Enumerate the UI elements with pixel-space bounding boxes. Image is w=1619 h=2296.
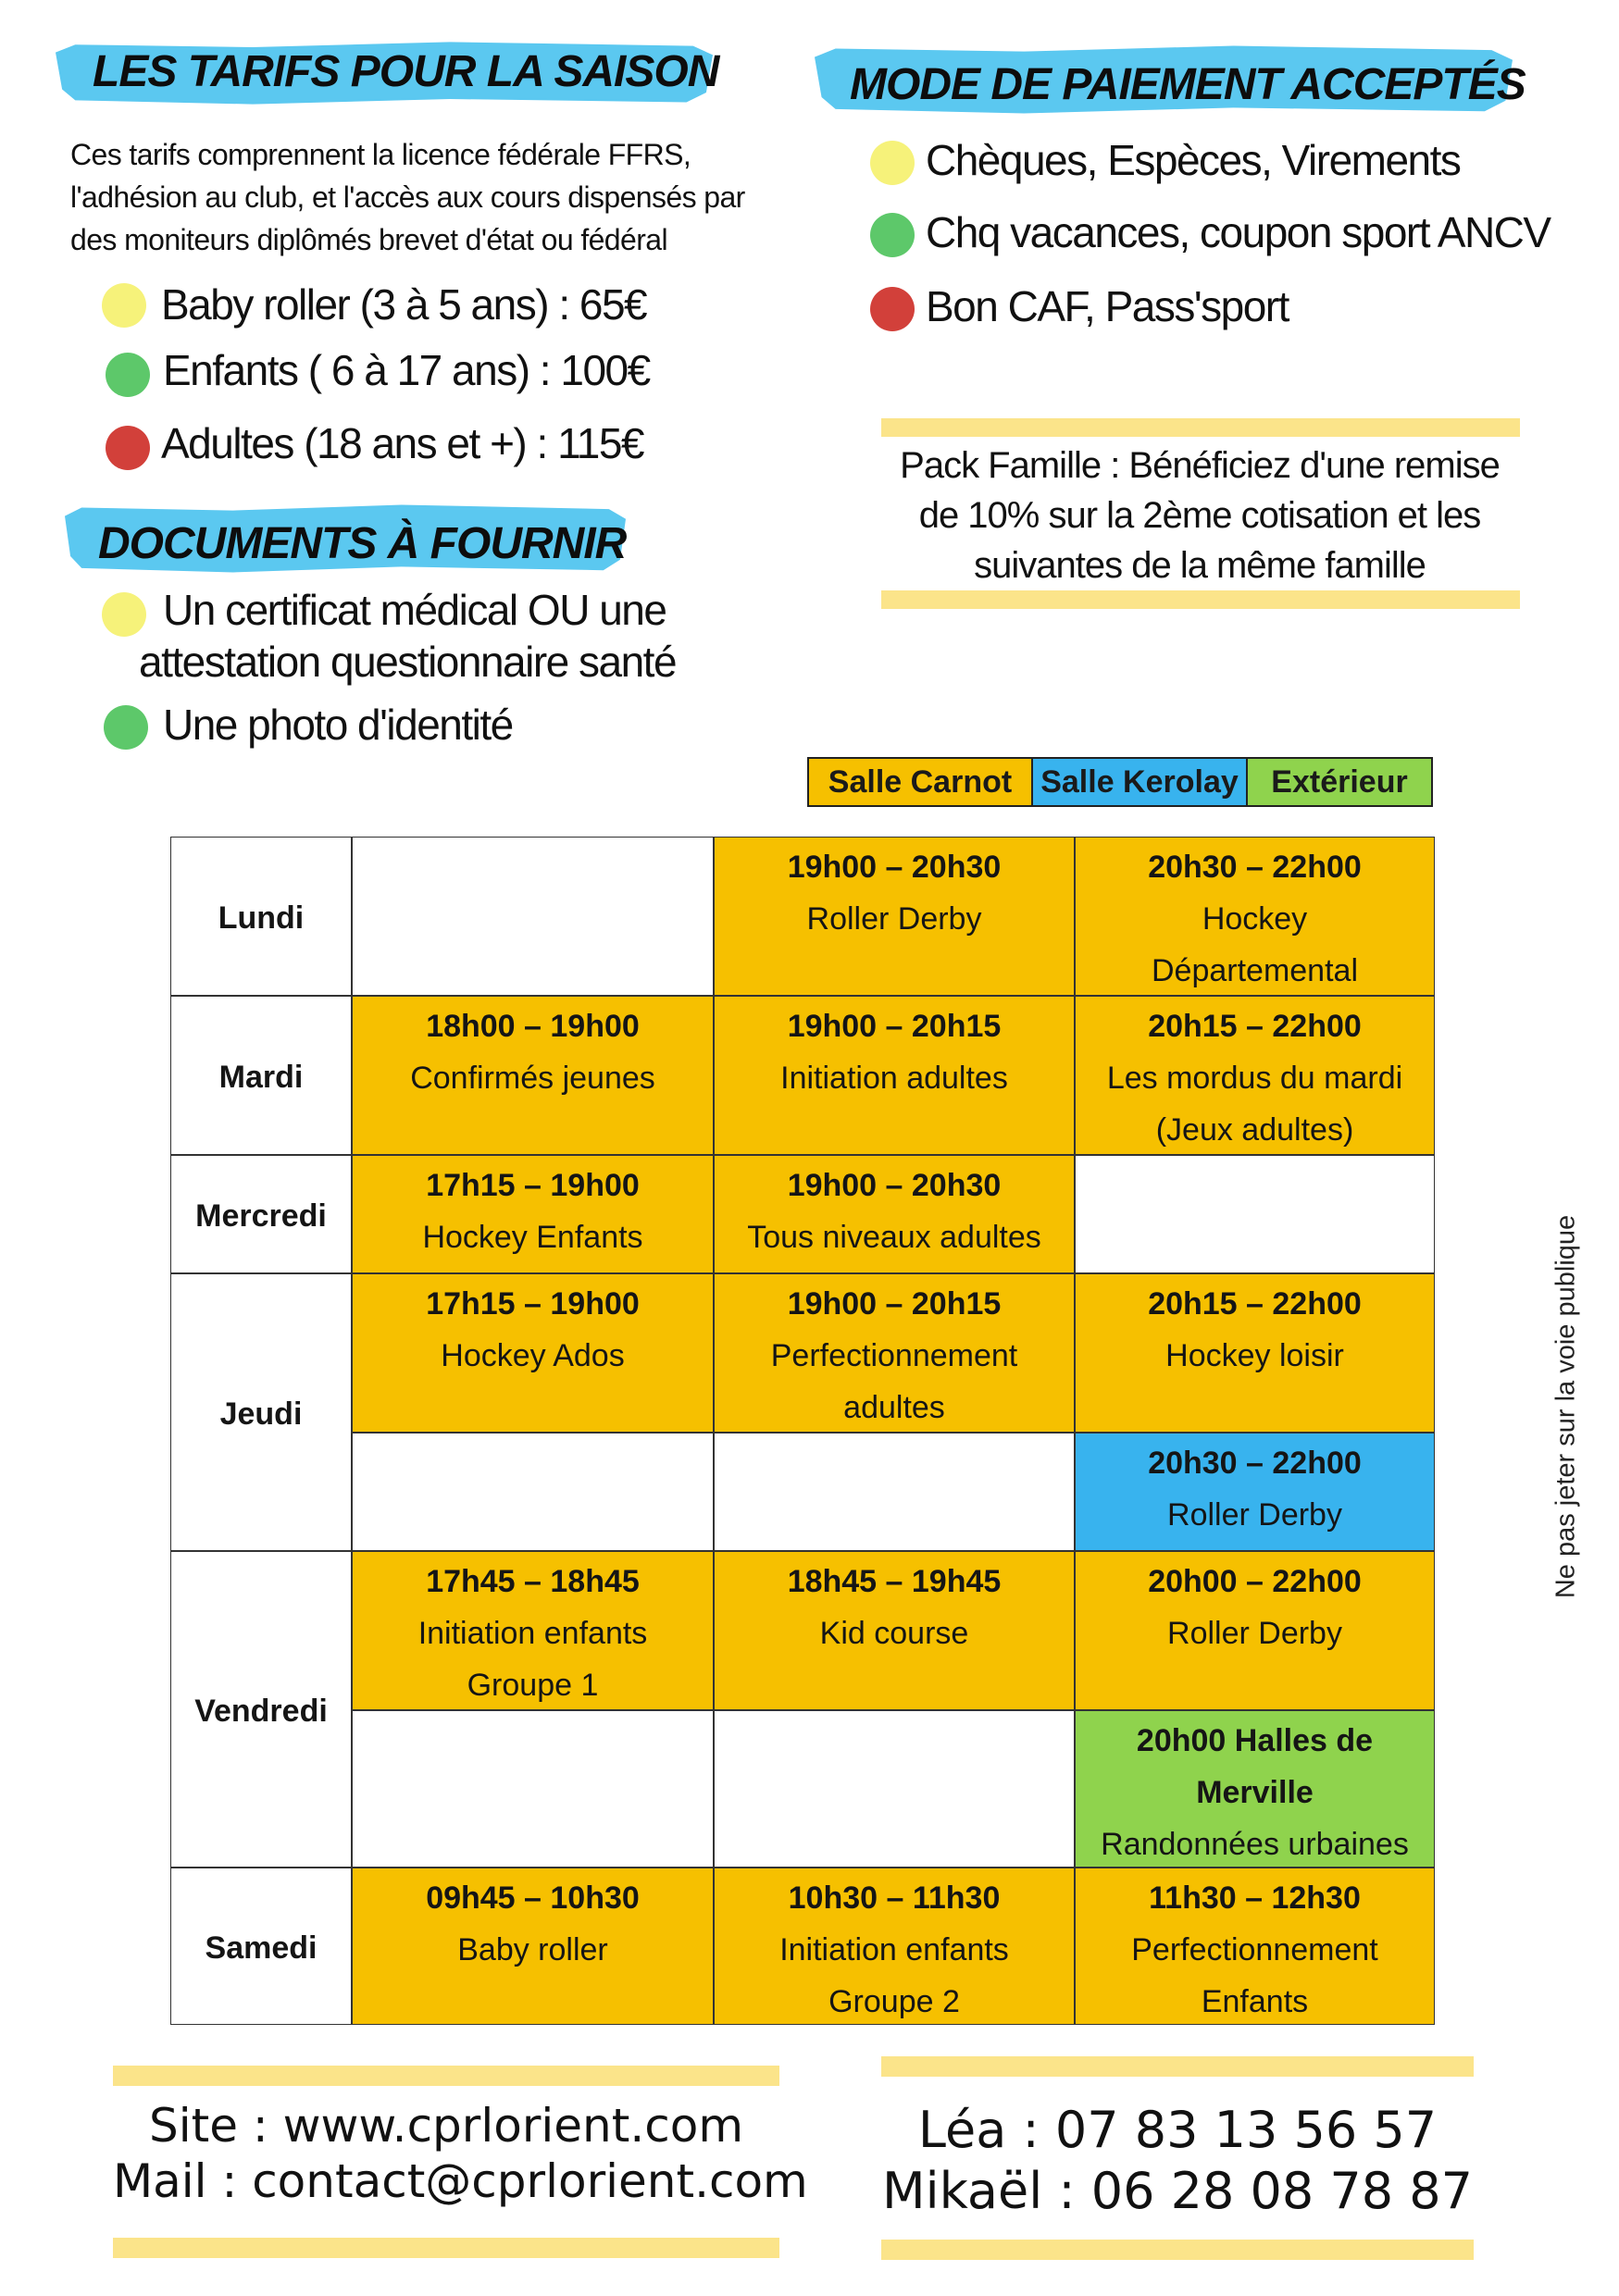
schedule-cell-empty [1075, 1155, 1435, 1273]
session-jeudi-roller-derby [1075, 1433, 1435, 1551]
session-samedi-baby-roller [352, 1868, 714, 2025]
tarifs-desc-line-2: l'adhésion au club, et l'accès aux cours dispensés par [70, 180, 745, 214]
footer-left-top-bar [113, 2066, 779, 2086]
session-label: Roller Derby [1167, 1616, 1342, 1651]
footer-left-bottom-bar [113, 2238, 779, 2258]
session-label: Hockey Enfants [422, 1220, 643, 1255]
pack-line-3: suivantes de la même famille [974, 545, 1426, 586]
session-vendredi-randonnees [1075, 1710, 1435, 1868]
session-time: 20h00 – 22h00 [1148, 1564, 1362, 1599]
session-mercredi-tous-niveaux [714, 1155, 1075, 1273]
session-label: Initiation enfants [779, 1932, 1009, 1967]
session-label: Tous niveaux adultes [747, 1220, 1041, 1255]
session-place: Merville [1196, 1775, 1314, 1810]
pack-line-1: Pack Famille : Bénéficiez d'une remise [900, 445, 1500, 486]
pack-top-bar [881, 418, 1520, 437]
tarifs-title: LES TARIFS POUR LA SAISON [93, 47, 719, 96]
session-time: 20h15 – 22h00 [1148, 1009, 1362, 1044]
schedule-cell-empty [352, 837, 714, 996]
green-dot-icon [106, 353, 150, 397]
session-label: Confirmés jeunes [410, 1061, 655, 1096]
session-time: 18h45 – 19h45 [787, 1564, 1002, 1599]
schedule-cell-empty [714, 1433, 1075, 1551]
session-time: 18h00 – 19h00 [426, 1009, 640, 1044]
tarifs-desc-line-3: des moniteurs diplômés brevet d'état ou fédéral [70, 223, 667, 256]
tarif-baby: Baby roller (3 à 5 ans) : 65€ [161, 280, 647, 329]
tarif-adultes: Adultes (18 ans et +) : 115€ [161, 419, 644, 467]
paiement-caf: Bon CAF, Pass'sport [926, 282, 1289, 330]
session-label: Départemental [1151, 953, 1358, 988]
yellow-dot-icon [102, 592, 146, 637]
session-time: 20h00 Halles de [1136, 1723, 1374, 1758]
session-label: Enfants [1201, 1984, 1309, 2019]
documents-title: DOCUMENTS À FOURNIR [98, 519, 627, 568]
pack-line-2: de 10% sur la 2ème cotisation et les [918, 495, 1481, 536]
day-samedi: Samedi [170, 1868, 352, 2025]
session-mardi-mordus [1075, 996, 1435, 1155]
footer-right-bottom-bar [881, 2240, 1474, 2260]
session-jeudi-hockey-loisir [1075, 1273, 1435, 1433]
day-lundi: Lundi [170, 837, 352, 996]
session-time: 17h45 – 18h45 [426, 1564, 640, 1599]
red-dot-icon [106, 426, 150, 470]
session-lundi-hockey [1075, 837, 1435, 996]
session-label: Baby roller [457, 1932, 608, 1967]
session-label: (Jeux adultes) [1155, 1112, 1354, 1148]
session-label: Groupe 1 [467, 1668, 599, 1703]
footer-lea: Léa : 07 83 13 56 57 [917, 2101, 1438, 2159]
session-vendredi-initiation [352, 1551, 714, 1710]
yellow-dot-icon [870, 141, 915, 185]
session-time: 19h00 – 20h30 [787, 850, 1002, 885]
session-samedi-perfectionnement [1075, 1868, 1435, 2025]
schedule-cell-empty [352, 1710, 714, 1868]
session-mercredi-hockey-enfants [352, 1155, 714, 1273]
session-time: 10h30 – 11h30 [788, 1880, 1001, 1916]
session-label: Initiation enfants [417, 1616, 648, 1651]
session-mardi-confirmes [352, 996, 714, 1155]
session-label: Hockey loisir [1165, 1338, 1344, 1373]
schedule-cell-empty [714, 1710, 1075, 1868]
session-time: 19h00 – 20h15 [787, 1009, 1002, 1044]
tarif-enfants: Enfants ( 6 à 17 ans) : 100€ [163, 346, 650, 394]
session-jeudi-hockey-ados [352, 1273, 714, 1433]
session-time: 20h15 – 22h00 [1148, 1286, 1362, 1322]
footer-mikael: Mikaël : 06 28 08 78 87 [882, 2162, 1473, 2220]
session-time: 19h00 – 20h15 [787, 1286, 1002, 1322]
document-photo: Une photo d'identité [163, 701, 513, 749]
red-dot-icon [870, 287, 915, 331]
pack-famille [870, 441, 1529, 590]
tarifs-description [70, 133, 829, 261]
session-label: Roller Derby [1167, 1497, 1342, 1533]
session-time: 20h30 – 22h00 [1148, 850, 1362, 885]
day-jeudi: Jeudi [170, 1273, 352, 1551]
session-time: 17h15 – 19h00 [426, 1168, 640, 1203]
session-time: 19h00 – 20h30 [787, 1168, 1002, 1203]
session-jeudi-perfectionnement [714, 1273, 1075, 1433]
session-label: Initiation adultes [780, 1061, 1008, 1096]
session-lundi-roller-derby [714, 837, 1075, 996]
side-note: Ne pas jeter sur la voie publique [1551, 1214, 1581, 1599]
session-label: Hockey Ados [441, 1338, 625, 1373]
document-certificat-line-1: Un certificat médical OU une [163, 586, 666, 634]
session-time: 11h30 – 12h30 [1149, 1880, 1361, 1916]
session-mardi-initiation [714, 996, 1075, 1155]
session-label: Les mordus du mardi [1106, 1061, 1403, 1096]
footer-mail: Mail : contact@cprlorient.com [113, 2154, 808, 2208]
session-time: 20h30 – 22h00 [1148, 1446, 1362, 1481]
session-time: 09h45 – 10h30 [426, 1880, 640, 1916]
schedule-cell-empty [352, 1433, 714, 1551]
session-vendredi-roller-derby [1075, 1551, 1435, 1710]
session-label: Hockey [1202, 901, 1308, 937]
footer-site: Site : www.cprlorient.com [148, 2099, 744, 2153]
legend-salle-kerolay: Salle Kerolay [1033, 759, 1248, 805]
legend-salle-carnot: Salle Carnot [809, 759, 1033, 805]
session-label: Groupe 2 [828, 1984, 960, 2019]
session-label: Randonnées urbaines [1101, 1827, 1409, 1862]
document-certificat-line-2: attestation questionnaire santé [139, 638, 677, 686]
paiement-title: MODE DE PAIEMENT ACCEPTÉS [850, 60, 1526, 109]
session-label: Roller Derby [806, 901, 982, 937]
session-vendredi-kid-course [714, 1551, 1075, 1710]
venue-legend [807, 757, 1433, 807]
tarifs-desc-line-1: Ces tarifs comprennent la licence fédérale FFRS, [70, 138, 691, 171]
yellow-dot-icon [102, 283, 146, 328]
green-dot-icon [870, 213, 915, 257]
session-label: Perfectionnement [1131, 1932, 1378, 1967]
day-mardi: Mardi [170, 996, 352, 1155]
day-mercredi: Mercredi [170, 1155, 352, 1273]
green-dot-icon [104, 705, 148, 750]
session-label: Kid course [819, 1616, 969, 1651]
pack-bottom-bar [881, 590, 1520, 609]
session-time: 17h15 – 19h00 [426, 1286, 640, 1322]
legend-exterieur: Extérieur [1248, 759, 1431, 805]
paiement-ancv: Chq vacances, coupon sport ANCV [926, 208, 1551, 256]
footer-right-top-bar [881, 2056, 1474, 2077]
session-samedi-initiation [714, 1868, 1075, 2025]
day-vendredi: Vendredi [170, 1551, 352, 1868]
session-label: adultes [843, 1390, 945, 1425]
session-label: Perfectionnement [770, 1338, 1018, 1373]
paiement-cheques: Chèques, Espèces, Virements [926, 136, 1461, 184]
